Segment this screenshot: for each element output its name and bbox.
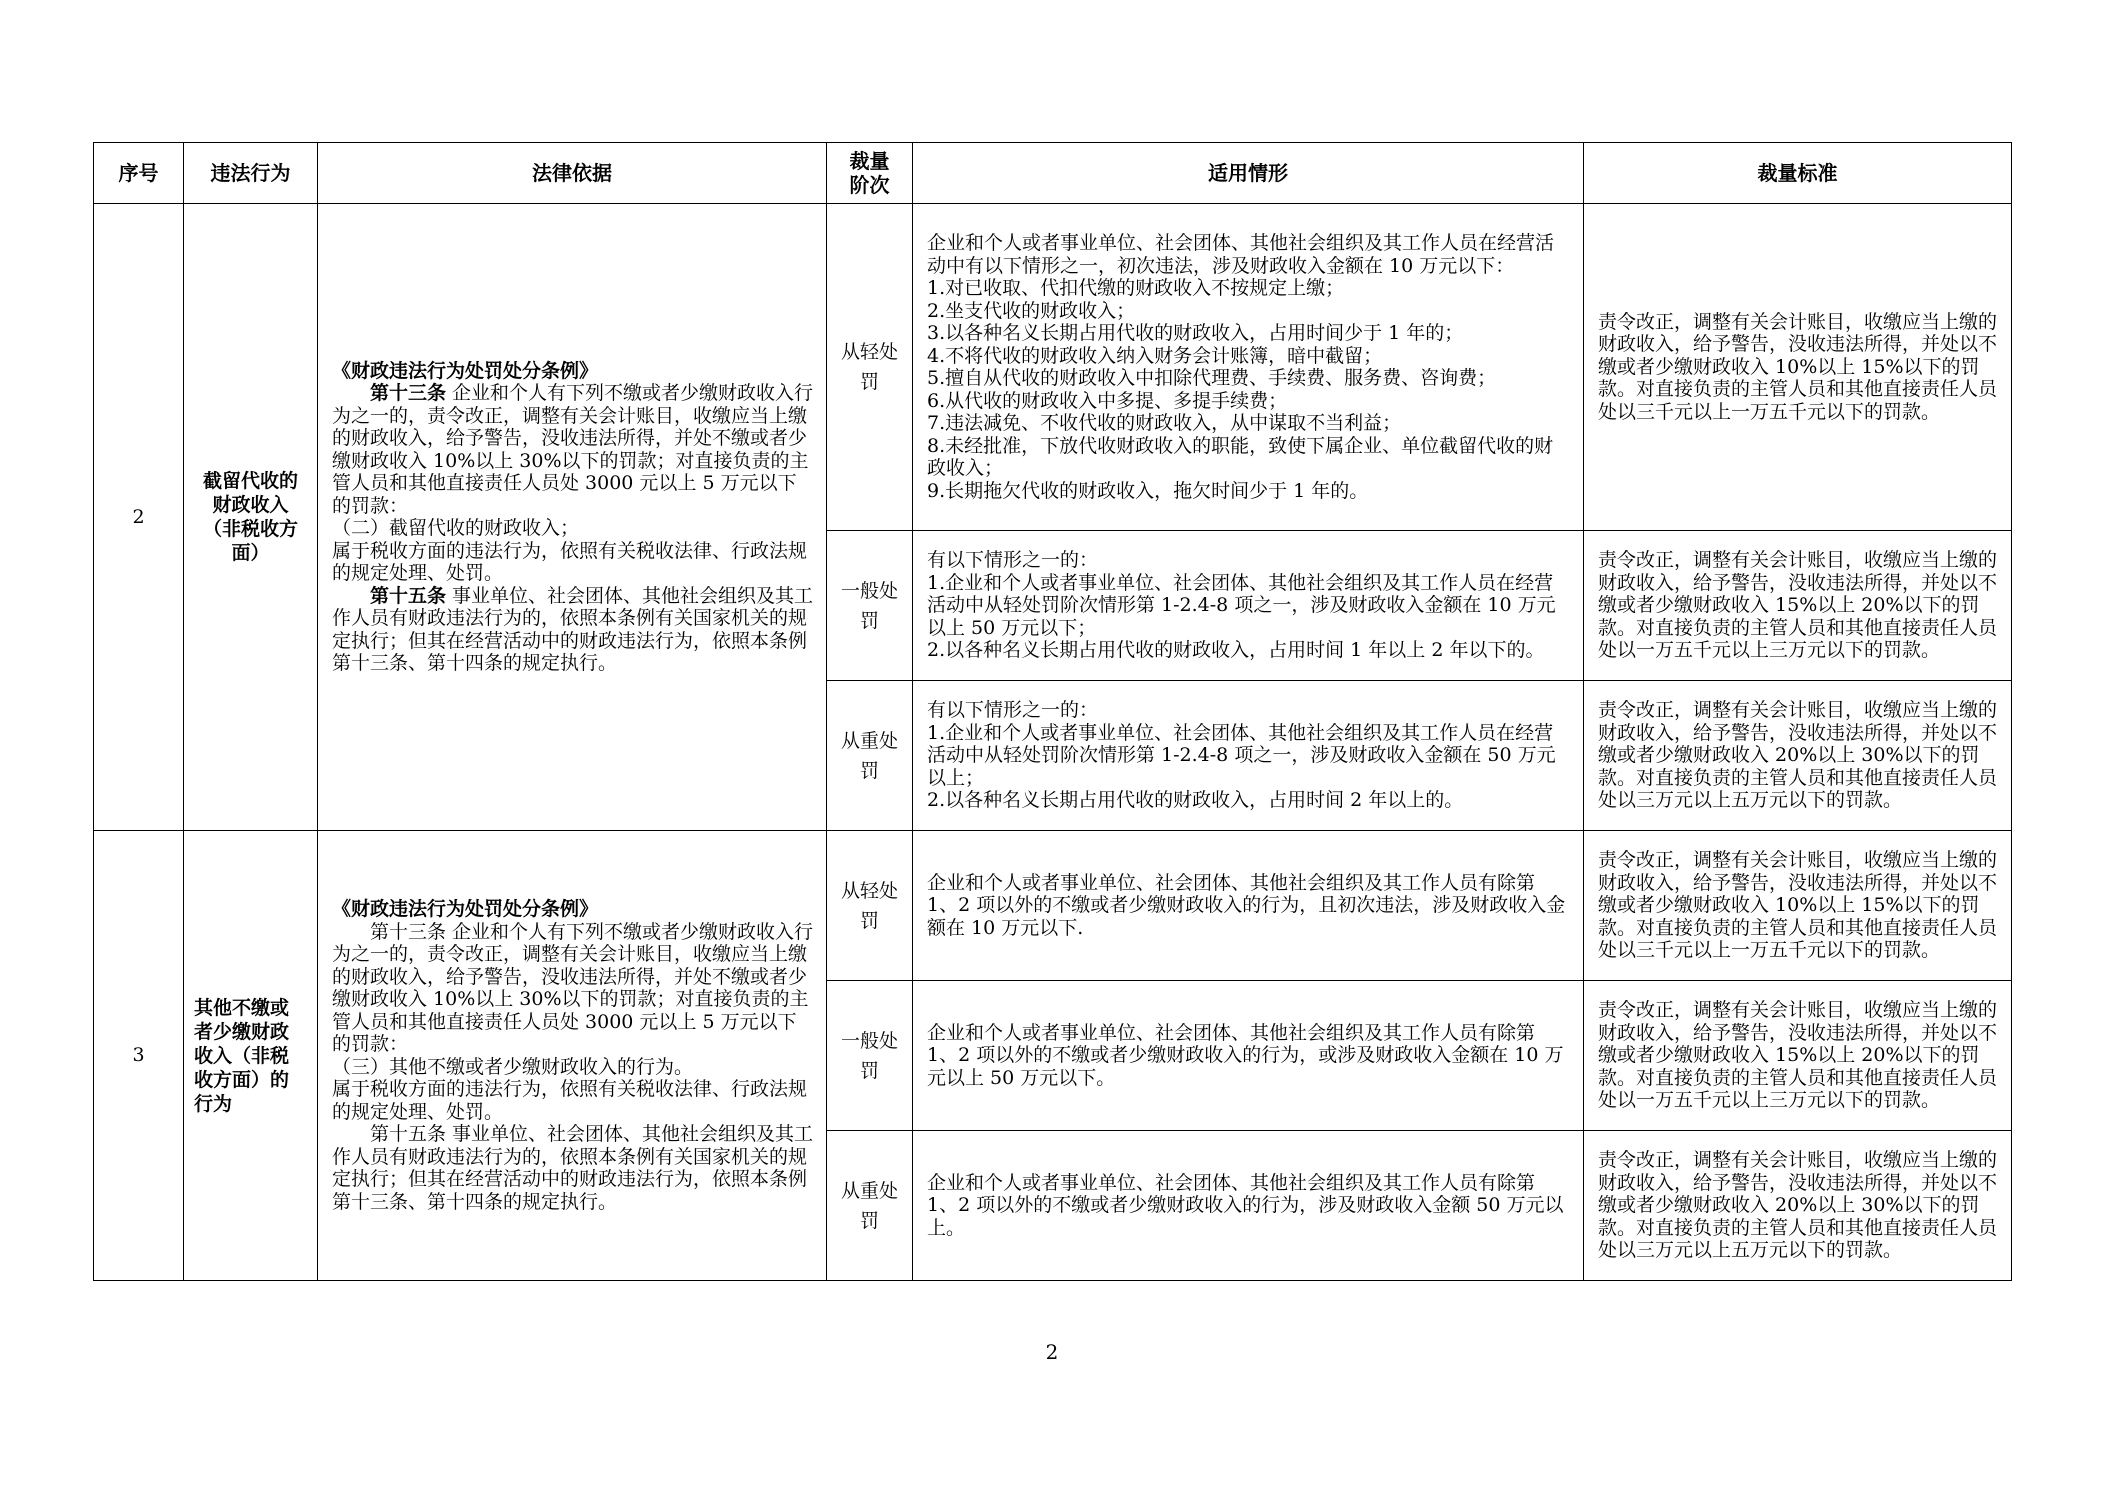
list-item: 4.不将代收的财政收入纳入财务会计账簿，暗中截留； (927, 344, 1383, 367)
row2-basis-title: 《财政违法行为处罚处分条例》 (332, 359, 599, 382)
header-level-line1: 裁量 (849, 149, 890, 173)
list-item: 有以下情形之一的： (927, 699, 1099, 722)
list-item: 1.企业和个人或者事业单位、社会团体、其他社会组织及其工作人员在经营活动中从轻处罚阶次情形第 1-2.4-8 项之一，涉及财政收入金额在 50 万元以上； (927, 721, 1556, 789)
row3-heavy-std-text: 责令改正，调整有关会计账目，收缴应当上缴的财政收入，给予警告，没收违法所得，并处以不缴或者少缴财政收入 20%以上 30%以下的罚款。对直接负责的主管人员和其他直接责任人员处以三万元以上五万元以下的罚款。 (1598, 1149, 1998, 1262)
row2-num: 2 (94, 204, 184, 831)
header-basis: 法律依据 (318, 143, 827, 204)
row3-heavy-cond-text: 企业和个人或者事业单位、社会团体、其他社会组织及其工作人员有除第 1、2 项以外的不缴或者少缴财政收入的行为，涉及财政收入金额 50 万元以上。 (927, 1171, 1564, 1239)
row2-light-std-text: 责令改正，调整有关会计账目，收缴应当上缴的财政收入，给予警告，没收违法所得，并处以不缴或者少缴财政收入 10%以上 15%以下的罚款。对直接负责的主管人员和其他直接责任人员处以三千元以上一万五千元以下的罚款。 (1598, 310, 1998, 423)
row3-light-level (827, 831, 913, 981)
row2-heavy-level (827, 681, 913, 831)
list-item: 3.以各种名义长期占用代收的财政收入，占用时间少于 1 年的； (927, 322, 1464, 344)
row3-light-cond (913, 831, 1584, 981)
list-item: 1.企业和个人或者事业单位、社会团体、其他社会组织及其工作人员在经营活动中从轻处罚阶次情形第 1-2.4-8 项之一，涉及财政收入金额在 10 万元以上 50 万元以下； (927, 571, 1556, 639)
header-level-line2: 阶次 (849, 173, 890, 197)
discretion-table (93, 142, 2012, 1281)
row3-heavy-level (827, 1131, 913, 1281)
header-level (827, 143, 913, 204)
list-item: 1.对已收取、代扣代缴的财政收入不按规定上缴； (927, 277, 1345, 299)
header-act: 违法行为 (184, 143, 318, 204)
row3-general-cond-text: 企业和个人或者事业单位、社会团体、其他社会组织及其工作人员有除第 1、2 项以外的不缴或者少缴财政收入的行为，或涉及财政收入金额在 10 万元以上 50 万元以下。 (927, 1021, 1564, 1089)
row2-light-level-text: 从轻处罚 (841, 341, 899, 393)
row3-general-cond (913, 981, 1584, 1131)
row2-light-std (1584, 204, 2012, 531)
list-item: 2.以各种名义长期占用代收的财政收入，占用时间 1 年以上 2 年以下的。 (927, 639, 1545, 662)
row2-general-cond (913, 531, 1584, 681)
row3-basis-tax: 属于税收方面的违法行为，依照有关税收法律、行政法规的规定处理、处罚。 (332, 1078, 808, 1123)
row2-general-level (827, 531, 913, 681)
row2-heavy-cond (913, 681, 1584, 831)
row2-basis-art15: 第十五条 事业单位、社会团体、其他社会组织及其工作人员有财政违法行为的，依照本条例有关国家机关的规定执行；但其在经营活动中的财政违法行为，依照本条例第十三条、第十四条的规定执行。 (332, 584, 814, 674)
row3-basis-art15: 第十五条 事业单位、社会团体、其他社会组织及其工作人员有财政违法行为的，依照本条例有关国家机关的规定执行；但其在经营活动中的财政违法行为，依照本条例第十三条、第十四条的规定执行。 (332, 1123, 814, 1213)
header-num: 序号 (94, 143, 184, 204)
list-item: 7.违法减免、不收代收的财政收入，从中谋取不当利益； (927, 412, 1402, 434)
row3-light-level-text: 从轻处罚 (841, 879, 899, 932)
row3-basis (318, 831, 827, 1281)
header-std: 裁量标准 (1584, 143, 2012, 204)
list-item: 9.长期拖欠代收的财政收入，拖欠时间少于 1 年的。 (927, 479, 1369, 502)
row3-general-std-text: 责令改正，调整有关会计账目，收缴应当上缴的财政收入，给予警告，没收违法所得，并处以不缴或者少缴财政收入 15%以上 20%以下的罚款。对直接负责的主管人员和其他直接责任人员处以一万五千元以上三万元以下的罚款。 (1598, 999, 1998, 1112)
row3-general-level (827, 981, 913, 1131)
row3-light-std (1584, 831, 2012, 981)
list-item: 2.以各种名义长期占用代收的财政收入，占用时间 2 年以上的。 (927, 789, 1464, 812)
row2-basis-art13: 第十三条 企业和个人有下列不缴或者少缴财政收入行为之一的，责令改正，调整有关会计账目，收缴应当上缴的财政收入，给予警告，没收违法所得，并处不缴或者少缴财政收入 10%以上 30%以下的罚款；对直接负责的主管人员和其他直接责任人员处 3000 元以上 5 万元以下的罚款： (332, 382, 814, 517)
row3-act: 其他不缴或者少缴财政收入（非税收方面）的行为 (184, 831, 318, 1281)
list-item: 企业和个人或者事业单位、社会团体、其他社会组织及其工作人员在经营活动中有以下情形之一，初次违法，涉及财政收入金额在 10 万元以下： (927, 232, 1555, 277)
row2-general-std-text: 责令改正，调整有关会计账目，收缴应当上缴的财政收入，给予警告，没收违法所得，并处以不缴或者少缴财政收入 15%以上 20%以下的罚款。对直接负责的主管人员和其他直接责任人员处以一万五千元以上三万元以下的罚款。 (1598, 549, 1998, 662)
row3-basis-title: 《财政违法行为处罚处分条例》 (332, 898, 599, 920)
row3-heavy-level-text: 从重处罚 (841, 1179, 899, 1232)
list-item: 5.擅自从代收的财政收入中扣除代理费、手续费、服务费、咨询费； (927, 367, 1497, 389)
row2-act: 截留代收的财政收入（非税收方面） (184, 204, 318, 831)
row2-basis-item: （二）截留代收的财政收入； (332, 517, 580, 539)
list-item: 6.从代收的财政收入中多提、多提手续费； (927, 389, 1288, 412)
row2-basis (318, 204, 827, 831)
row2-basis-tax: 属于税收方面的违法行为，依照有关税收法律、行政法规的规定处理、处罚。 (332, 539, 808, 584)
row2-light-level (827, 204, 913, 531)
row2-heavy-level-text: 从重处罚 (841, 729, 899, 782)
row3-heavy-std (1584, 1131, 2012, 1281)
row2-light-cond (913, 204, 1584, 531)
row3-basis-art13: 第十三条 企业和个人有下列不缴或者少缴财政收入行为之一的，责令改正，调整有关会计账目，收缴应当上缴的财政收入，给予警告，没收违法所得，并处不缴或者少缴财政收入 10%以上 30%以下的罚款；对直接负责的主管人员和其他直接责任人员处 3000 元以上 5 万元以下的罚款： (332, 920, 814, 1055)
row3-general-level-text: 一般处罚 (841, 1029, 899, 1082)
table-header-row (94, 143, 2012, 204)
table-row (94, 204, 2012, 531)
row3-num: 3 (94, 831, 184, 1281)
row3-light-std-text: 责令改正，调整有关会计账目，收缴应当上缴的财政收入，给予警告，没收违法所得，并处以不缴或者少缴财政收入 10%以上 15%以下的罚款。对直接负责的主管人员和其他直接责任人员处以三千元以上一万五千元以下的罚款。 (1598, 849, 1998, 962)
header-cond: 适用情形 (913, 143, 1584, 204)
row2-heavy-std (1584, 681, 2012, 831)
row2-general-level-text: 一般处罚 (841, 579, 899, 632)
row2-heavy-std-text: 责令改正，调整有关会计账目，收缴应当上缴的财政收入，给予警告，没收违法所得，并处以不缴或者少缴财政收入 20%以上 30%以下的罚款。对直接负责的主管人员和其他直接责任人员处以三万元以上五万元以下的罚款。 (1598, 699, 1998, 812)
row3-heavy-cond (913, 1131, 1584, 1281)
row3-basis-item: （三）其他不缴或者少缴财政收入的行为。 (332, 1055, 694, 1078)
list-item: 8.未经批准，下放代收财政收入的职能，致使下属企业、单位截留代收的财政收入； (927, 434, 1554, 479)
row3-light-cond-text: 企业和个人或者事业单位、社会团体、其他社会组织及其工作人员有除第 1、2 项以外的不缴或者少缴财政收入的行为，且初次违法，涉及财政收入金额在 10 万元以下. (927, 871, 1566, 939)
list-item: 2.坐支代收的财政收入； (927, 299, 1136, 322)
table-row (94, 831, 2012, 981)
list-item: 有以下情形之一的： (927, 549, 1099, 572)
page-number: 2 (1045, 1340, 1059, 1364)
row3-general-std (1584, 981, 2012, 1131)
row2-general-std (1584, 531, 2012, 681)
